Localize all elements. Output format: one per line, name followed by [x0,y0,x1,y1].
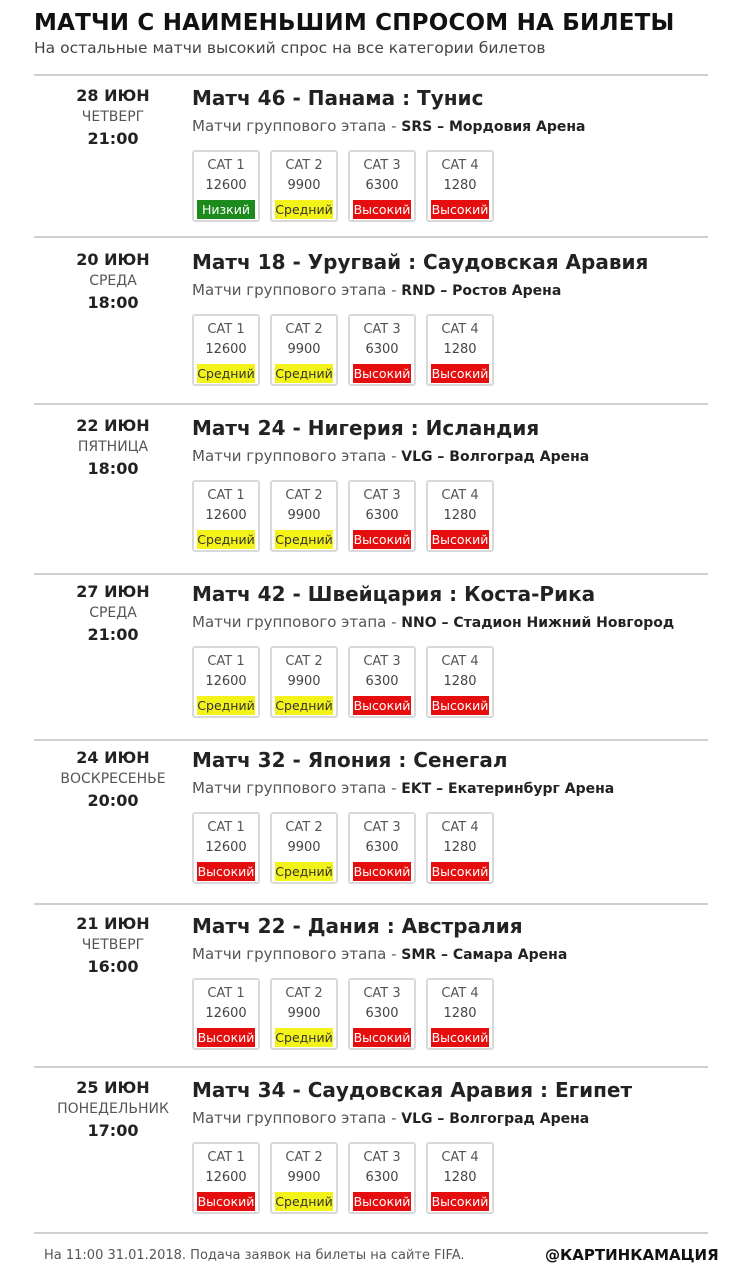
demand-badge: Высокий [353,1030,411,1045]
demand-badge: Средний [275,1030,333,1045]
demand-badge: Средний [197,698,255,713]
match-info [192,86,708,135]
match-venue: RND – Ростов Арена [401,283,562,299]
category-name: CAT 1 [207,654,245,669]
match-time: 18:00 [87,293,139,312]
demand-badge: Высокий [353,366,411,381]
category-name: CAT 4 [441,986,479,1001]
category-name: CAT 2 [285,820,323,835]
match-time: 16:00 [87,957,139,976]
ticket-category-card[interactable] [192,978,260,1050]
footer-note: На 11:00 31.01.2018. Подача заявок на билеты на сайте FIFA. [44,1248,465,1263]
category-name: CAT 4 [441,654,479,669]
ticket-category-card[interactable] [192,646,260,718]
ticket-category-card[interactable] [426,314,494,386]
match-row [34,906,708,1070]
category-name: CAT 2 [285,488,323,503]
category-name: CAT 2 [285,1150,323,1165]
demand-badge: Высокий [197,1194,255,1209]
category-price: 6300 [365,342,399,357]
ticket-category-card[interactable] [348,150,416,222]
category-price: 6300 [365,674,399,689]
match-date: 24 ИЮН [76,748,150,767]
demand-badge: Средний [275,864,333,879]
match-row [34,242,708,406]
match-stage-line [192,281,708,299]
ticket-category-card[interactable] [348,1142,416,1214]
match-stage: Матчи группового этапа - [192,1109,397,1127]
category-price: 9900 [287,1006,321,1021]
category-price: 9900 [287,840,321,855]
category-price: 12600 [205,674,247,689]
match-title[interactable]: Матч 24 - Нигерия : Исландия [192,416,540,440]
category-price: 1280 [443,840,477,855]
category-price: 6300 [365,1170,399,1185]
demand-badge: Средний [275,1194,333,1209]
demand-badge: Средний [275,366,333,381]
match-date: 20 ИЮН [76,250,150,269]
category-price: 1280 [443,508,477,523]
match-datetime [34,582,192,644]
ticket-category-card[interactable] [426,646,494,718]
match-stage: Матчи группового этапа - [192,281,397,299]
ticket-category-card[interactable] [270,480,338,552]
match-weekday: ПЯТНИЦА [77,439,149,455]
category-name: CAT 4 [441,158,479,173]
category-name: CAT 2 [285,986,323,1001]
match-date: 28 ИЮН [76,86,150,105]
match-time: 17:00 [87,1121,139,1140]
brand-label: @КАРТИНКАМАЦИЯ [545,1246,719,1264]
category-name: CAT 4 [441,1150,479,1165]
match-info [192,1078,708,1127]
match-venue: VLG – Волгоград Арена [401,1111,590,1127]
row-divider [34,903,708,905]
category-price: 1280 [443,342,477,357]
ticket-category-card[interactable] [426,150,494,222]
ticket-category-card[interactable] [348,480,416,552]
category-price: 1280 [443,1006,477,1021]
ticket-category-card[interactable] [192,812,260,884]
demand-badge: Высокий [353,1194,411,1209]
match-stage-line [192,117,708,135]
category-name: CAT 2 [285,158,323,173]
category-name: CAT 1 [207,488,245,503]
category-name: CAT 1 [207,1150,245,1165]
demand-badge: Высокий [431,698,489,713]
demand-badge: Высокий [431,202,489,217]
category-name: CAT 3 [363,654,401,669]
demand-badge: Высокий [431,366,489,381]
ticket-category-card[interactable] [270,812,338,884]
match-row [34,574,708,738]
match-stage-line [192,447,708,465]
category-name: CAT 1 [207,986,245,1001]
ticket-category-card[interactable] [270,314,338,386]
match-venue: EKT – Екатеринбург Арена [401,781,615,797]
demand-badge: Средний [275,202,333,217]
ticket-category-card[interactable] [192,314,260,386]
category-price: 9900 [287,508,321,523]
category-price: 12600 [205,342,247,357]
demand-badge: Высокий [353,202,411,217]
match-title[interactable]: Матч 18 - Уругвай : Саудовская Аравия [192,250,649,274]
match-weekday: ВОСКРЕСЕНЬЕ [60,771,166,787]
match-time: 21:00 [87,625,139,644]
match-time: 18:00 [87,459,139,478]
row-divider [34,74,708,76]
match-weekday: СРЕДА [89,273,137,289]
ticket-category-card[interactable] [192,150,260,222]
match-stage-line [192,1109,708,1127]
demand-badge: Высокий [353,698,411,713]
match-datetime [34,250,192,312]
match-title[interactable]: Матч 34 - Саудовская Аравия : Египет [192,1078,633,1102]
page-title: МАТЧИ С НАИМЕНЬШИМ СПРОСОМ НА БИЛЕТЫ [34,10,675,36]
match-venue: SMR – Самара Арена [401,947,568,963]
category-price: 12600 [205,840,247,855]
ticket-category-card[interactable] [426,978,494,1050]
ticket-category-card[interactable] [270,978,338,1050]
ticket-category-card[interactable] [348,812,416,884]
category-price: 12600 [205,178,247,193]
ticket-category-card[interactable] [270,1142,338,1214]
category-price: 12600 [205,508,247,523]
match-stage-line [192,613,708,631]
demand-badge: Средний [197,532,255,547]
ticket-category-card[interactable] [348,646,416,718]
match-stage-line [192,945,708,963]
match-row [34,740,708,904]
row-divider [34,1066,708,1068]
match-stage: Матчи группового этапа - [192,613,397,631]
demand-badge: Высокий [197,1030,255,1045]
match-stage: Матчи группового этапа - [192,945,397,963]
category-price: 9900 [287,1170,321,1185]
match-info [192,416,708,465]
match-time: 21:00 [87,129,139,148]
category-name: CAT 3 [363,1150,401,1165]
category-name: CAT 3 [363,820,401,835]
match-info [192,914,708,963]
category-name: CAT 3 [363,158,401,173]
ticket-category-card[interactable] [426,1142,494,1214]
demand-badge: Высокий [431,864,489,879]
category-price: 12600 [205,1170,247,1185]
category-name: CAT 1 [207,820,245,835]
page-header [34,8,714,57]
match-weekday: СРЕДА [89,605,137,621]
match-title[interactable]: Матч 42 - Швейцария : Коста-Рика [192,582,596,606]
match-venue: VLG – Волгоград Арена [401,449,590,465]
category-price: 9900 [287,674,321,689]
demand-badge: Высокий [431,1194,489,1209]
ticket-category-card[interactable] [426,812,494,884]
category-price: 6300 [365,840,399,855]
category-price: 12600 [205,1006,247,1021]
match-row [34,78,708,242]
category-name: CAT 3 [363,322,401,337]
category-price: 1280 [443,178,477,193]
category-name: CAT 1 [207,158,245,173]
match-info [192,250,708,299]
match-date: 25 ИЮН [76,1078,150,1097]
category-name: CAT 4 [441,820,479,835]
ticket-category-card[interactable] [348,314,416,386]
match-date: 21 ИЮН [76,914,150,933]
ticket-category-card[interactable] [192,1142,260,1214]
match-info [192,582,708,631]
demand-badge: Высокий [353,864,411,879]
category-price: 6300 [365,1006,399,1021]
category-name: CAT 4 [441,322,479,337]
category-name: CAT 2 [285,322,323,337]
demand-badge: Низкий [197,200,255,219]
demand-badge: Высокий [431,1030,489,1045]
match-row [34,1070,708,1234]
match-weekday: ПОНЕДЕЛЬНИК [57,1101,169,1117]
row-divider [34,403,708,405]
ticket-category-card[interactable] [192,480,260,552]
category-name: CAT 1 [207,322,245,337]
match-date: 27 ИЮН [76,582,150,601]
demand-badge: Средний [197,366,255,381]
match-title[interactable]: Матч 46 - Панама : Тунис [192,86,484,110]
ticket-category-card[interactable] [426,480,494,552]
match-datetime [34,914,192,976]
demand-badge: Средний [275,532,333,547]
ticket-category-card[interactable] [270,150,338,222]
match-title[interactable]: Матч 22 - Дания : Австралия [192,914,523,938]
page-subtitle: На остальные матчи высокий спрос на все категории билетов [34,39,546,57]
category-price: 6300 [365,508,399,523]
match-venue: SRS – Мордовия Арена [401,119,586,135]
match-weekday: ЧЕТВЕРГ [81,937,145,953]
match-venue: NNO – Стадион Нижний Новгород [401,615,675,631]
match-stage-line [192,779,708,797]
category-price: 1280 [443,1170,477,1185]
match-info [192,748,708,797]
category-name: CAT 3 [363,986,401,1001]
match-datetime [34,86,192,148]
category-price: 9900 [287,178,321,193]
demand-badge: Средний [275,698,333,713]
match-weekday: ЧЕТВЕРГ [81,109,145,125]
match-time: 20:00 [87,791,139,810]
row-divider [34,236,708,238]
match-row [34,408,708,572]
match-date: 22 ИЮН [76,416,150,435]
match-stage: Матчи группового этапа - [192,447,397,465]
match-datetime [34,416,192,478]
row-divider [34,1232,708,1234]
category-name: CAT 3 [363,488,401,503]
category-price: 1280 [443,674,477,689]
category-price: 6300 [365,178,399,193]
ticket-category-card[interactable] [270,646,338,718]
category-price: 9900 [287,342,321,357]
match-stage: Матчи группового этапа - [192,779,397,797]
demand-badge: Высокий [353,532,411,547]
match-datetime [34,748,192,810]
category-name: CAT 4 [441,488,479,503]
category-name: CAT 2 [285,654,323,669]
match-datetime [34,1078,192,1140]
match-stage: Матчи группового этапа - [192,117,397,135]
ticket-category-card[interactable] [348,978,416,1050]
demand-badge: Высокий [431,532,489,547]
demand-badge: Высокий [197,864,255,879]
match-title[interactable]: Матч 32 - Япония : Сенегал [192,748,508,772]
